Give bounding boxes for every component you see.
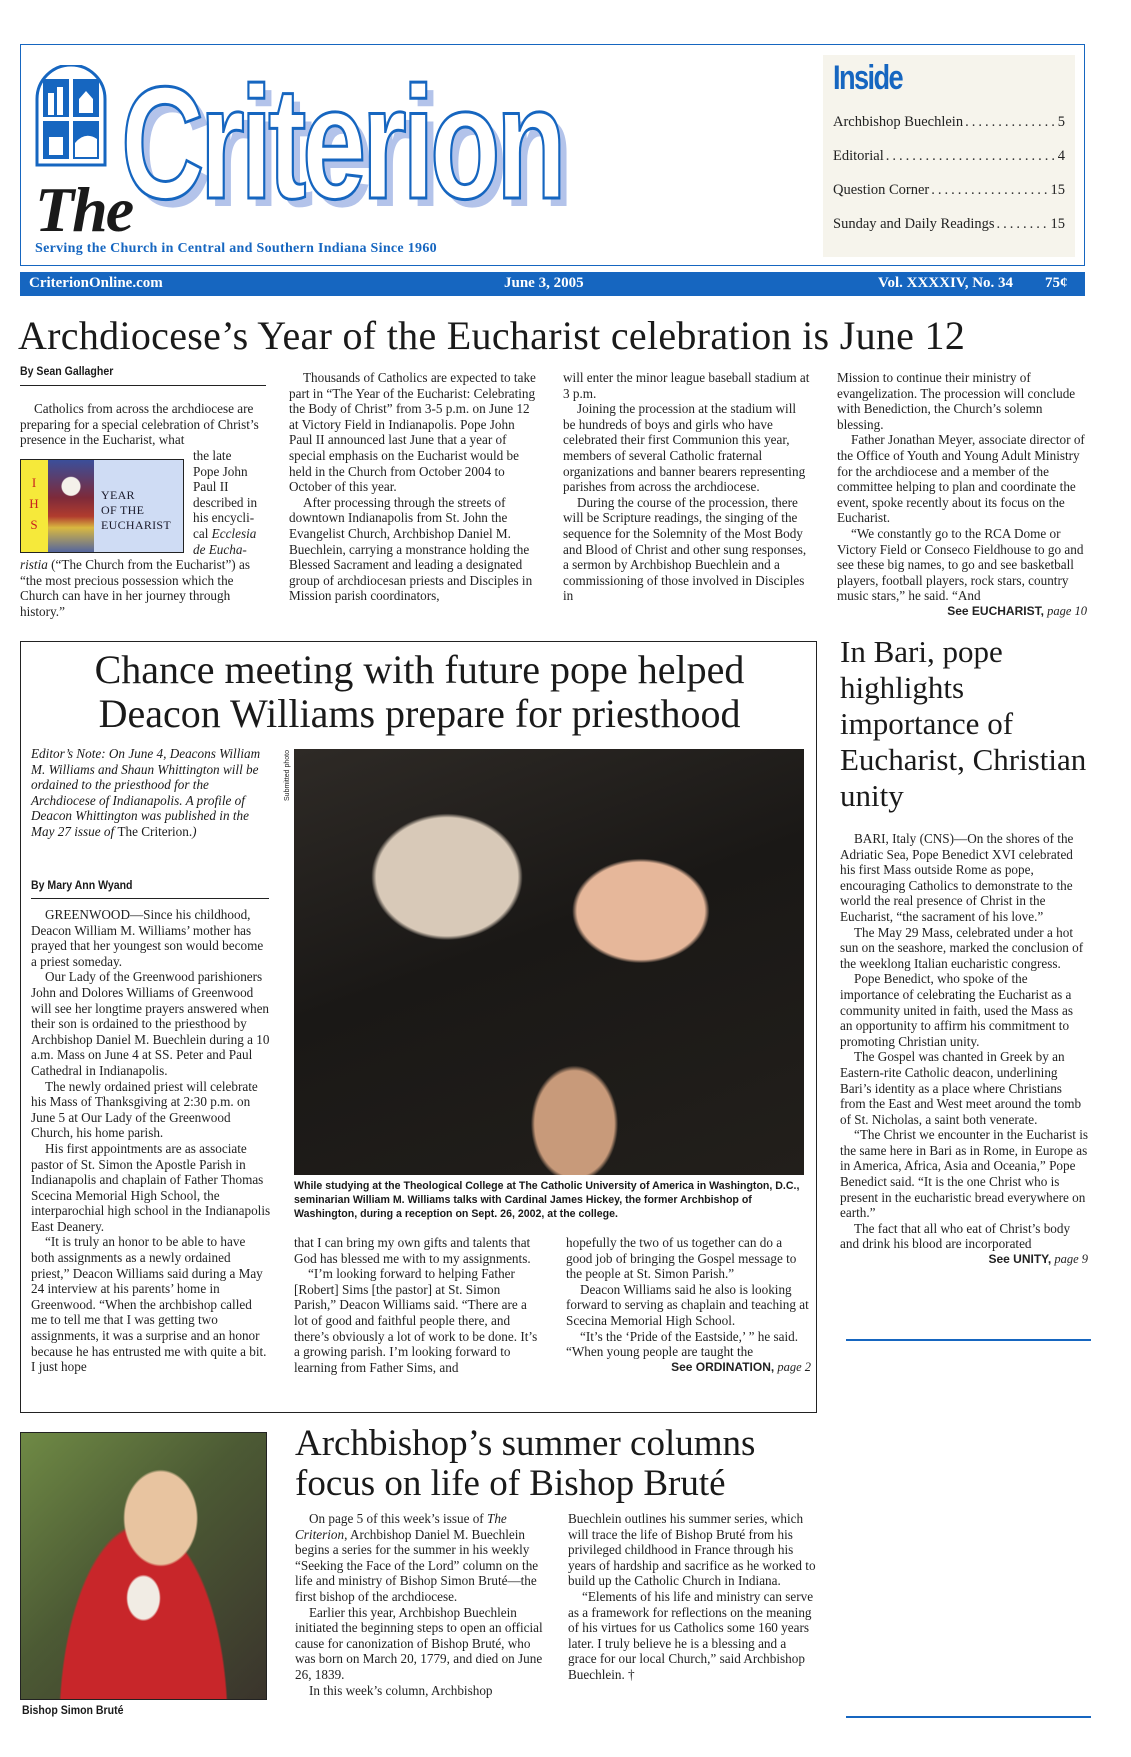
lead-col-3 <box>563 370 810 604</box>
paragraph: “I’m looking forward to helping Father [Robert] Sims [the pastor] at St. Simon Parish,” Deacon Williams said. “There are a lot of good and faithful people there, and there’s obviously a lot of work to be done. It’s a growing parish. I’m looking forward to learning from Father Sims, and <box>294 1266 538 1375</box>
church-window-icon <box>35 65 107 167</box>
paragraph: Joining the procession at the stadium will be hundreds of boys and girls who have celebrated their first Communion this year, members of several Catholic fraternal organizations and banner bearers representing parishes from across the archdiocese. <box>563 401 806 495</box>
inside-item-page: 15 <box>1050 215 1065 232</box>
inside-item-label: Question Corner <box>833 181 930 198</box>
divider-rule <box>846 1716 1091 1718</box>
issue-date: June 3, 2005 <box>504 275 584 291</box>
divider-rule <box>846 1339 1091 1341</box>
leader-dots <box>884 148 1056 165</box>
bottom-col-2 <box>568 1511 816 1683</box>
inside-item-editorial[interactable] <box>833 148 1065 165</box>
inside-item-label: Archbishop Buechlein <box>833 113 964 130</box>
leader-dots <box>995 216 1049 233</box>
leader-dots <box>929 182 1048 199</box>
feature-col-2 <box>294 1235 541 1375</box>
side-body <box>840 831 1088 1268</box>
paragraph: Father Jonathan Meyer, associate director of the Office of Youth and Young Adult Ministry for the archdiocese and a member of the committee helping to plan and coordinate the event, spoke recently about its focus on the Eucharist. <box>837 432 1085 526</box>
paragraph: The fact that all who eat of Christ’s body and drink his blood are incorporated <box>840 1220 1071 1252</box>
jump-link-ordination[interactable]: See ORDINATION, page 2 <box>671 1359 811 1374</box>
feature-photo[interactable] <box>294 749 804 1175</box>
inside-title: Inside <box>833 59 902 97</box>
inside-item-page: 15 <box>1050 181 1065 198</box>
byline-rule <box>31 898 269 899</box>
inside-item-label: Sunday and Daily Readings <box>833 215 995 232</box>
photo-credit: Submitted photo <box>284 750 291 801</box>
paragraph: “We constantly go to the RCA Dome or Victory Field or Conseco Fieldhouse to go and see these big names, to go and see basketball players, football players, rock stars, country music stars,” he said. “And <box>837 525 1084 604</box>
side-headline[interactable]: In Bari, pope highlights importance of Eucharist, Christian unity <box>840 634 1087 813</box>
inside-item-label: Editorial <box>833 147 884 164</box>
year-of-eucharist-graphic <box>20 459 184 553</box>
paragraph: “Elements of his life and ministry can serve as a framework for reflections on the meaning of his virtues for us Catholics some 160 years later. I truly believe he is a blessing and a grace for our local Church,” said Archbishop Buechlein. † <box>568 1588 814 1682</box>
masthead-tagline: Serving the Church in Central and Southern Indiana Since 1960 <box>35 241 437 256</box>
lead-col-4 <box>837 370 1087 620</box>
jump-link-unity[interactable]: See UNITY, page 9 <box>988 1252 1088 1267</box>
lead-col-1-wrap: the late Pope John Paul II described in his encycli- cal Ecclesia de Eucha- <box>193 448 258 557</box>
byline-rule <box>20 385 266 386</box>
feature-col-3 <box>566 1235 811 1375</box>
leader-dots <box>963 114 1056 131</box>
feature-headline[interactable]: Chance meeting with future pope helped Deacon Williams prepare for priesthood <box>94 647 745 736</box>
ihs-monogram: I H S <box>29 475 39 532</box>
bottom-headline[interactable]: Archbishop’s summer columns focus on life of Bishop Bruté <box>295 1423 756 1504</box>
paragraph: Earlier this year, Archbishop Buechlein initiated the beginning steps to open an official cause for canonization of Bishop Bruté, who was born on March 20, 1779, and died on June 26, 1839. <box>295 1604 543 1682</box>
inside-item-question-corner[interactable] <box>833 182 1065 199</box>
inside-index <box>823 55 1075 257</box>
paragraph: Catholics from across the archdiocese are preparing for a special celebration of Christ’s presence in the Eucharist, what <box>20 401 259 448</box>
lead-col-1 <box>20 401 268 448</box>
paragraph: “It’s the ‘Pride of the Eastside,’ ” he said. “When young people are taught the <box>566 1328 799 1360</box>
inside-item-page: 5 <box>1057 113 1065 130</box>
paragraph: Pope Benedict, who spoke of the importance of celebrating the Eucharist as a community united in faith, used the Mass as an opportunity to affirm his commitment to promoting Christian unity. <box>840 971 1073 1049</box>
paragraph: His first appointments are as associate pastor of St. Simon the Apostle Parish in Indianapolis and chaplain of Father Thomas Scecina Memorial High School, the interparochial high school in the Indianapolis East Deanery. <box>31 1140 271 1234</box>
lead-col-2 <box>289 370 536 604</box>
feature-col-1 <box>31 907 271 1375</box>
masthead <box>20 44 1085 266</box>
stained-glass-icon <box>48 460 94 553</box>
inside-item-archbishop[interactable] <box>833 114 1065 131</box>
inside-item-readings[interactable] <box>833 216 1065 233</box>
paragraph: During the course of the procession, there will be Scripture readings, the singing of the sequence for the Solemnity of the Most Body and Blood of Christ and other sung responses, a sermon by Archbishop Buechlein and a commissioning of those involved in Disciples in <box>563 494 807 604</box>
paragraph: The newly ordained priest will celebrate his Mass of Thanksgiving at 2:30 p.m. on June 5 at Our Lady of the Greenwood Church, his home parish. <box>31 1078 258 1141</box>
paragraph: After processing through the streets of downtown Indianapolis from St. John the Evangelist Church, Archbishop Daniel M. Buechlein, carrying a monstrance holding the Blessed Sacrament and leading a designated group of archdiocesan priests and Disciples in Mission parish coordinators, <box>289 494 533 604</box>
paragraph: Deacon Williams said he also is looking forward to serving as chaplain and teaching at Scecina Memorial High School. <box>566 1281 809 1328</box>
info-bar <box>20 272 1085 296</box>
paragraph: GREENWOOD—Since his childhood, Deacon William M. Williams’ mother has prayed that her youngest son would become a priest someday. <box>31 907 264 969</box>
photo-caption: While studying at the Theological College at The Catholic University of America in Washington, D.C., seminarian William M. Williams talks with Cardinal James Hickey, the former Archbishop of Washington, during a reception on Sept. 26, 2002, at the college. <box>294 1180 800 1220</box>
bishole-brute-portrait[interactable] <box>20 1432 267 1700</box>
bottom-col-1: On page 5 of this week’s issue of The Criterion, Archbishop Daniel M. Buechlein begins a series for the summer in his weekly “Seeking the Face of the Lord” column on the life and ministry of Bishop Simon Bruté—the first bishop of the archdiocese. Earlier this year, Archbishop Buechlein initiated the beginning steps to open an official cause for canonization of Bishop Bruté, who was born on March 20, 1779, and died on June 26, 1839. In this week’s column, Archbishop <box>295 1511 543 1698</box>
lead-col-1-end: ristia (“The Church from the Eucharist”) as “the most precious possession which the Church can have in her journey through history.” <box>20 557 250 619</box>
paragraph: The Gospel was chanted in Greek by an Eastern-rite Catholic deacon, underlining Bari’s identity as a place where Christians from the East and West meet around the tomb of St. Nicholas, a saint both venerate. <box>840 1049 1082 1127</box>
jump-link-eucharist[interactable]: See EUCHARIST, page 10 <box>947 603 1087 618</box>
editors-note: Editor’s Note: On June 4, Deacons William M. Williams and Shaun Whittington will be ordained to the priesthood for the Archdiocese of Indianapolis. A profile of Deacon Whittington was published in the May 27 issue of The Criterion.) <box>31 746 261 839</box>
paragraph: In this week’s column, Archbishop <box>309 1682 493 1698</box>
paragraph: Thousands of Catholics are expected to take part in “The Year of the Eucharist: Celebrating the Body of Christ” from 3-5 p.m. on June 12 at Victory Field in Indianapolis. Pope John Paul II announced last June that a year of special emphasis on the Eucharist would be held in the Church from October 2004 to October of this year. <box>289 370 536 495</box>
paragraph: hopefully the two of us together can do a good job of bringing the Gospel message to the people at St. Simon Parish.” <box>566 1235 797 1282</box>
lead-byline: By Sean Gallagher <box>20 364 114 378</box>
portrait-caption: Bishop Simon Bruté <box>22 1703 124 1717</box>
paragraph: that I can bring my own gifts and talents that God has blessed me with to my assignments. <box>294 1235 531 1266</box>
paragraph: Buechlein outlines his summer series, which will trace the life of Bishop Bruté from his privileged childhood in France through his years of hardship and sacrifice as he worked to build up the Catholic Church in Indiana. <box>568 1511 816 1589</box>
lead-headline[interactable]: Archdiocese’s Year of the Eucharist celebration is June 12 <box>18 313 966 358</box>
paragraph: “It is truly an honor to be able to have both assignments as a newly ordained priest,” Deacon Williams said during a May 24 interview at his parents’ home in Greenwood. “When the archbishop called me to tell me that I was getting two assignments, it was a surprise and an honor because he has entrusted me with quite a bit. I just hope <box>31 1234 267 1375</box>
paragraph: Mission to continue their ministry of evangelization. The procession will conclude with Benediction, the Church’s solemn blessing. <box>837 370 1076 432</box>
feature-box <box>20 641 817 1413</box>
paragraph: will enter the minor league baseball stadium at 3 p.m. <box>563 370 810 401</box>
paragraph: BARI, Italy (CNS)—On the shores of the Adriatic Sea, Pope Benedict XVI celebrated his first Mass outside Rome as pope, encouraging Catholics to demonstrate to the world the real presence of Christ in the Eucharist, “the sacrament of his love.” <box>840 831 1074 924</box>
feature-byline: By Mary Ann Wyand <box>31 878 133 892</box>
volume-number: Vol. XXXXIV, No. 34 <box>878 275 1014 291</box>
paragraph: “The Christ we encounter in the Eucharist is the same here in Bari as in Rome, in Europe as in America, Africa, Asia and Oceania,” Pope Benedict said. “It is the one Christ who is present in the eucharistic bread everywhere on earth.” <box>840 1127 1089 1221</box>
paragraph: The May 29 Mass, celebrated under a hot sun on the seashore, marked the conclusion of the weeklong Italian eucharistic congress. <box>840 924 1084 971</box>
price: 75¢ <box>1045 275 1068 291</box>
masthead-the: The <box>35 174 133 245</box>
masthead-title: Criterion <box>121 53 563 232</box>
paragraph: Our Lady of the Greenwood parishioners John and Dolores Williams of Greenwood will see her longtime prayers answered when their son is ordained to the priesthood by Archbishop Daniel M. Buechlein during a 10 a.m. Mass on June 4 at SS. Peter and Paul Cathedral in Indianapolis. <box>31 969 270 1078</box>
website-link[interactable]: CriterionOnline.com <box>29 275 163 291</box>
inside-item-page: 4 <box>1057 147 1065 164</box>
graphic-label: YEAR OF THE EUCHARIST <box>101 488 172 532</box>
